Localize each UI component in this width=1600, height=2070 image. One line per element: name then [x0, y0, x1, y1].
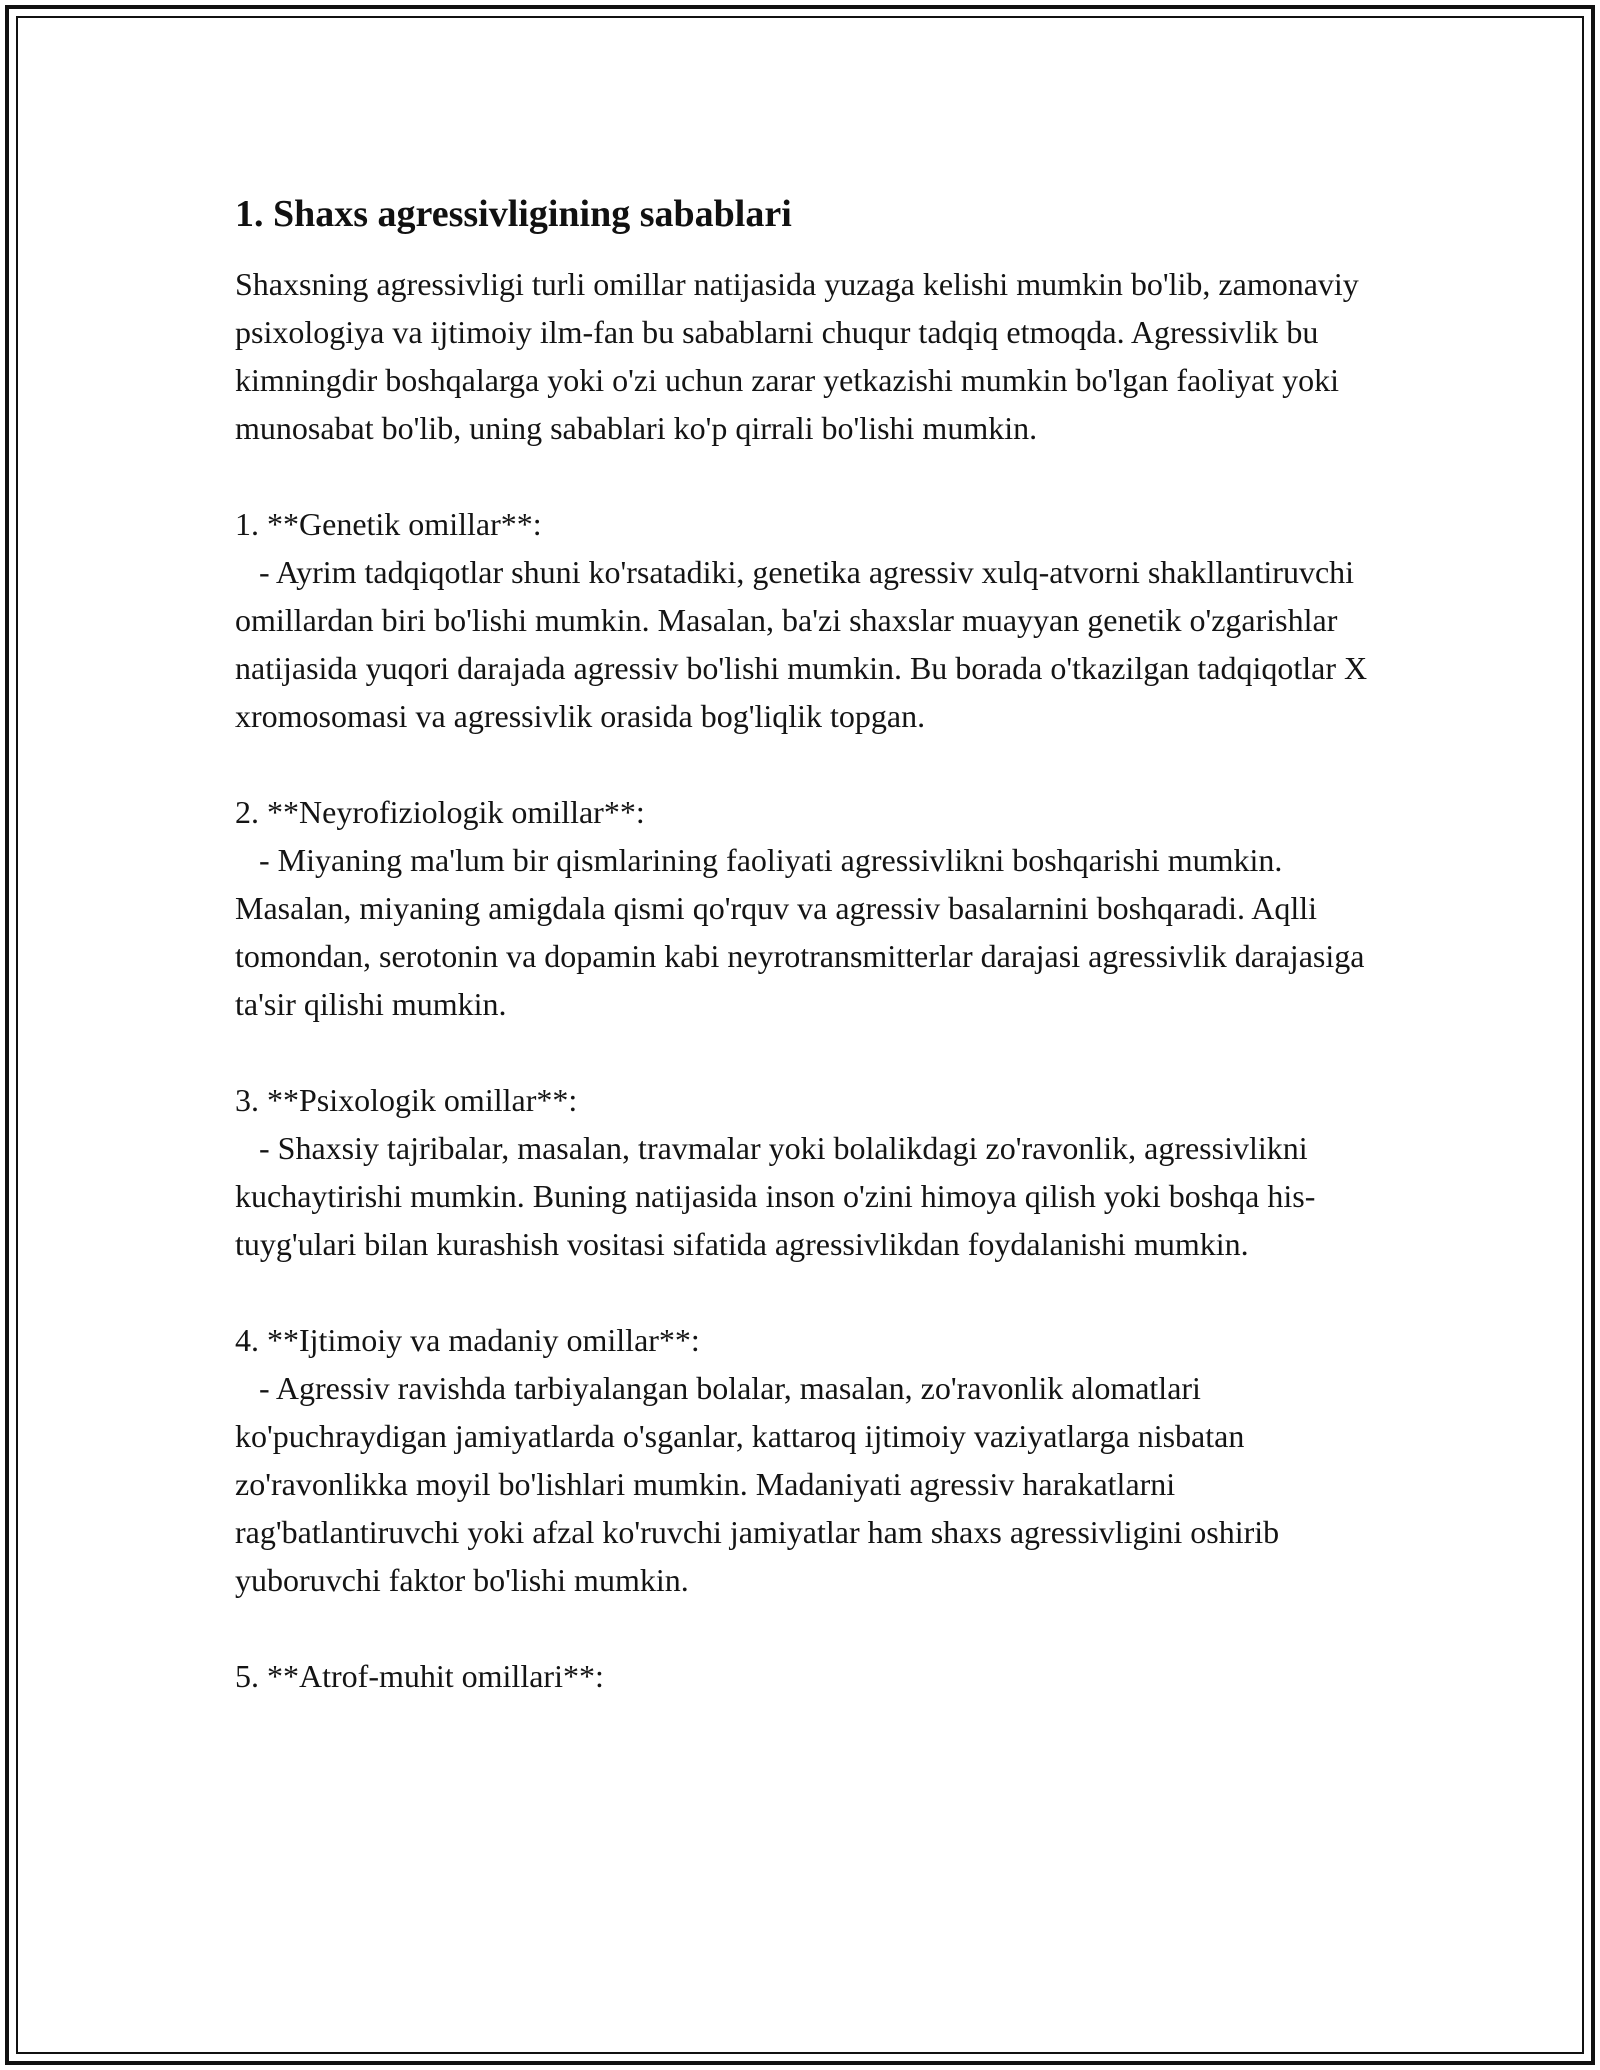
list-item-body: - Ayrim tadqiqotlar shuni ko'rsatadiki, genetika agressiv xulq-atvorni shakllantiruvchi omillardan biri bo'lishi mumkin. Masalan, ba'zi shaxslar muayyan genetik o'zgarishlar natijasida yuqori darajada agressiv bo'lishi mumkin. Bu borada o'tkazilgan tadqiqotlar X xromosomasi va agressivlik orasida bog'liqlik topgan.: [235, 554, 1368, 734]
list-item-text: Shaxsiy tajribalar, masalan, travmalar yoki bolalikdagi zo'ravonlik, agressivlikni kuchaytirishi mumkin. Buning natijasida inson o'zini himoya qilish yoki boshqa his-tuyg'ulari bilan kurashish vositasi sifatida agressivlikdan foydalanishi mumkin.: [235, 1130, 1316, 1262]
list-item-text: Miyaning ma'lum bir qismlarining faoliyati agressivlikni boshqarishi mumkin. Masalan, miyaning amigdala qismi qo'rquv va agressiv basalarnini boshqaradi. Aqlli tomondan, serotonin va dopamin kabi neyrotransmitterlar darajasi agressivlik darajasiga ta'sir qilishi mumkin.: [235, 842, 1365, 1022]
spacer: [235, 740, 1375, 788]
list-item-body: - Shaxsiy tajribalar, masalan, travmalar yoki bolalikdagi zo'ravonlik, agressivlikni kuchaytirishi mumkin. Buning natijasida inson o'zini himoya qilish yoki boshqa his-tuyg'ulari bilan kurashish vositasi sifatida agressivlikdan foydalanishi mumkin.: [235, 1130, 1316, 1262]
document-body: [235, 190, 1375, 1700]
list-item-text: Agressiv ravishda tarbiyalangan bolalar, masalan, zo'ravonlik alomatlari ko'puchraydigan jamiyatlarda o'sganlar, kattaroq ijtimoiy vaziyatlarga nisbatan zo'ravonlikka moyil bo'lishlari mumkin. Madaniyati agressiv harakatlarni rag'batlantiruvchi yoki afzal ko'ruvchi jamiyatlar ham shaxs agressivligini oshirib yuboruvchi faktor bo'lishi mumkin.: [235, 1370, 1280, 1598]
spacer: [235, 1604, 1375, 1652]
list-item-body: - Miyaning ma'lum bir qismlarining faoliyati agressivlikni boshqarishi mumkin. Masalan, miyaning amigdala qismi qo'rquv va agressiv basalarnini boshqaradi. Aqlli tomondan, serotonin va dopamin kabi neyrotransmitterlar darajasi agressivlik darajasiga ta'sir qilishi mumkin.: [235, 842, 1365, 1022]
intro-paragraph: Shaxsning agressivligi turli omillar natijasida yuzaga kelishi mumkin bo'lib, zamonaviy psixologiya va ijtimoiy ilm-fan bu sabablarni chuqur tadqiq etmoqda. Agressivlik bu kimningdir boshqalarga yoki o'zi uchun zarar yetkazishi mumkin bo'lgan faoliyat yoki munosabat bo'lib, uning sabablari ko'p qirrali bo'lishi mumkin.: [235, 266, 1359, 446]
list-item-heading: 1. **Genetik omillar**:: [235, 506, 542, 542]
list-item-body: - Agressiv ravishda tarbiyalangan bolalar, masalan, zo'ravonlik alomatlari ko'puchraydigan jamiyatlarda o'sganlar, kattaroq ijtimoiy vaziyatlarga nisbatan zo'ravonlikka moyil bo'lishlari mumkin. Madaniyati agressiv harakatlarni rag'batlantiruvchi yoki afzal ko'ruvchi jamiyatlar ham shaxs agressivligini oshirib yuboruvchi faktor bo'lishi mumkin.: [235, 1370, 1280, 1598]
spacer: [235, 1028, 1375, 1076]
list-item-neurophysiological: [235, 788, 1375, 1028]
list-item-heading: 2. **Neyrofiziologik omillar**:: [235, 794, 645, 830]
spacer: [235, 1268, 1375, 1316]
list-item-heading: 4. **Ijtimoiy va madaniy omillar**:: [235, 1322, 700, 1358]
list-item-environmental: [235, 1652, 1375, 1700]
list-item-social-cultural: [235, 1316, 1375, 1604]
list-item-psychological: [235, 1076, 1375, 1268]
list-item-heading: 5. **Atrof-muhit omillari**:: [235, 1658, 604, 1694]
document-title: 1. Shaxs agressivligining sabablari: [235, 193, 792, 235]
list-item-heading: 3. **Psixologik omillar**:: [235, 1082, 578, 1118]
list-item-genetic: [235, 500, 1375, 740]
list-item-text: Ayrim tadqiqotlar shuni ko'rsatadiki, genetika agressiv xulq-atvorni shakllantiruvchi omillardan biri bo'lishi mumkin. Masalan, ba'zi shaxslar muayyan genetik o'zgarishlar natijasida yuqori darajada agressiv bo'lishi mumkin. Bu borada o'tkazilgan tadqiqotlar X xromosomasi va agressivlik orasida bog'liqlik topgan.: [235, 554, 1368, 734]
spacer: [235, 452, 1375, 500]
